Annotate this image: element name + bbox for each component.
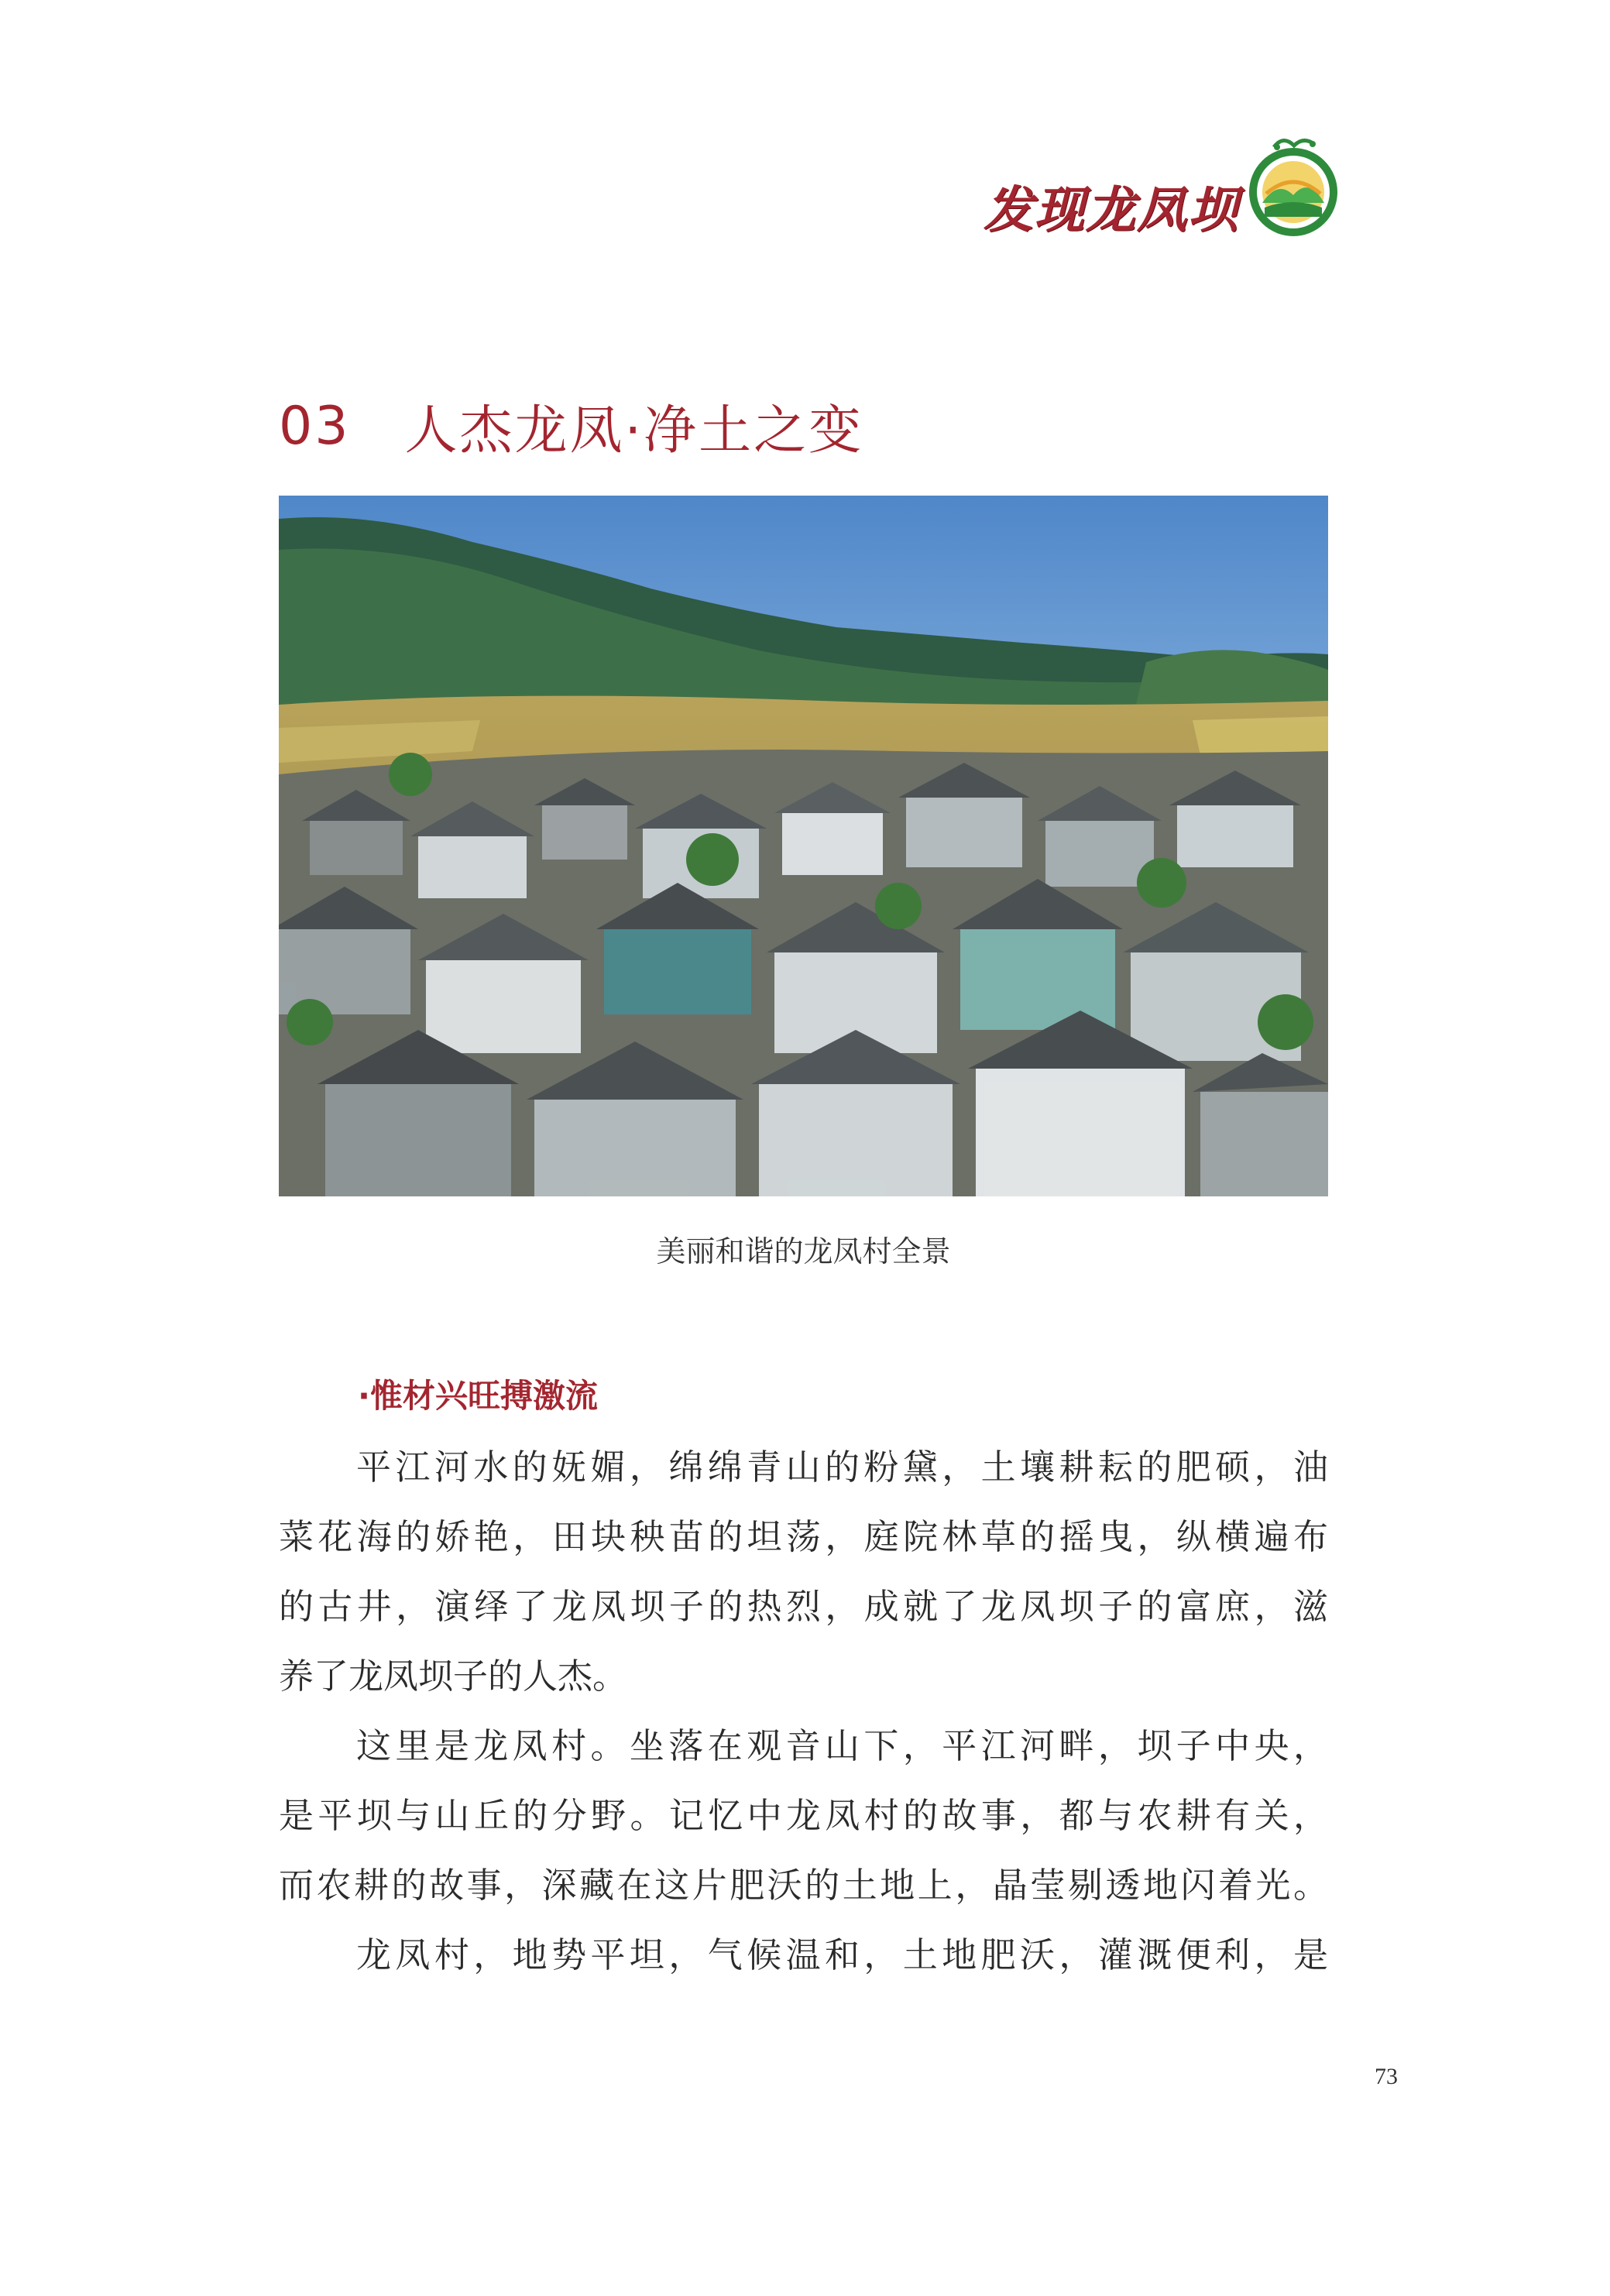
chapter-number: 03: [279, 395, 351, 457]
page-number: 73: [1375, 2064, 1398, 2089]
body-line: 这里是龙凤村。坐落在观音山下，平江河畔，坝子中央，: [356, 1725, 1328, 1766]
body-line: 平江河水的妩媚，绵绵青山的粉黛，土壤耕耘的肥硕，油: [356, 1447, 1328, 1488]
body-line: 养了龙凤坝子的人杰。: [279, 1656, 628, 1697]
photo-caption: 美丽和谐的龙凤村全景: [656, 1234, 951, 1268]
body-line: 的古井，演绎了龙凤坝子的热烈，成就了龙凤坝子的富庶，滋: [279, 1586, 1328, 1627]
chapter-title: 人杰龙凤·净土之变: [404, 400, 864, 462]
header-brand: [984, 124, 1355, 248]
body-line: 龙凤村，地势平坦，气候温和，土地肥沃，灌溉便利，是: [356, 1934, 1328, 1975]
longfeng-ba-emblem-icon: [1243, 132, 1344, 240]
body-line: 菜花海的娇艳，田块秧苗的坦荡，庭院林草的摇曳，纵横遍布: [279, 1516, 1328, 1557]
village-panorama-photo: [279, 496, 1328, 1196]
section-subheading: ·惟材兴旺搏激流: [358, 1377, 598, 1415]
brand-title: 发现龙凤坝: [984, 181, 1239, 239]
body-line: 而农耕的故事，深藏在这片肥沃的土地上，晶莹剔透地闪着光。: [279, 1865, 1328, 1906]
chapter-heading: [279, 391, 863, 461]
body-line: 是平坝与山丘的分野。记忆中龙凤村的故事，都与农耕有关，: [279, 1795, 1328, 1836]
